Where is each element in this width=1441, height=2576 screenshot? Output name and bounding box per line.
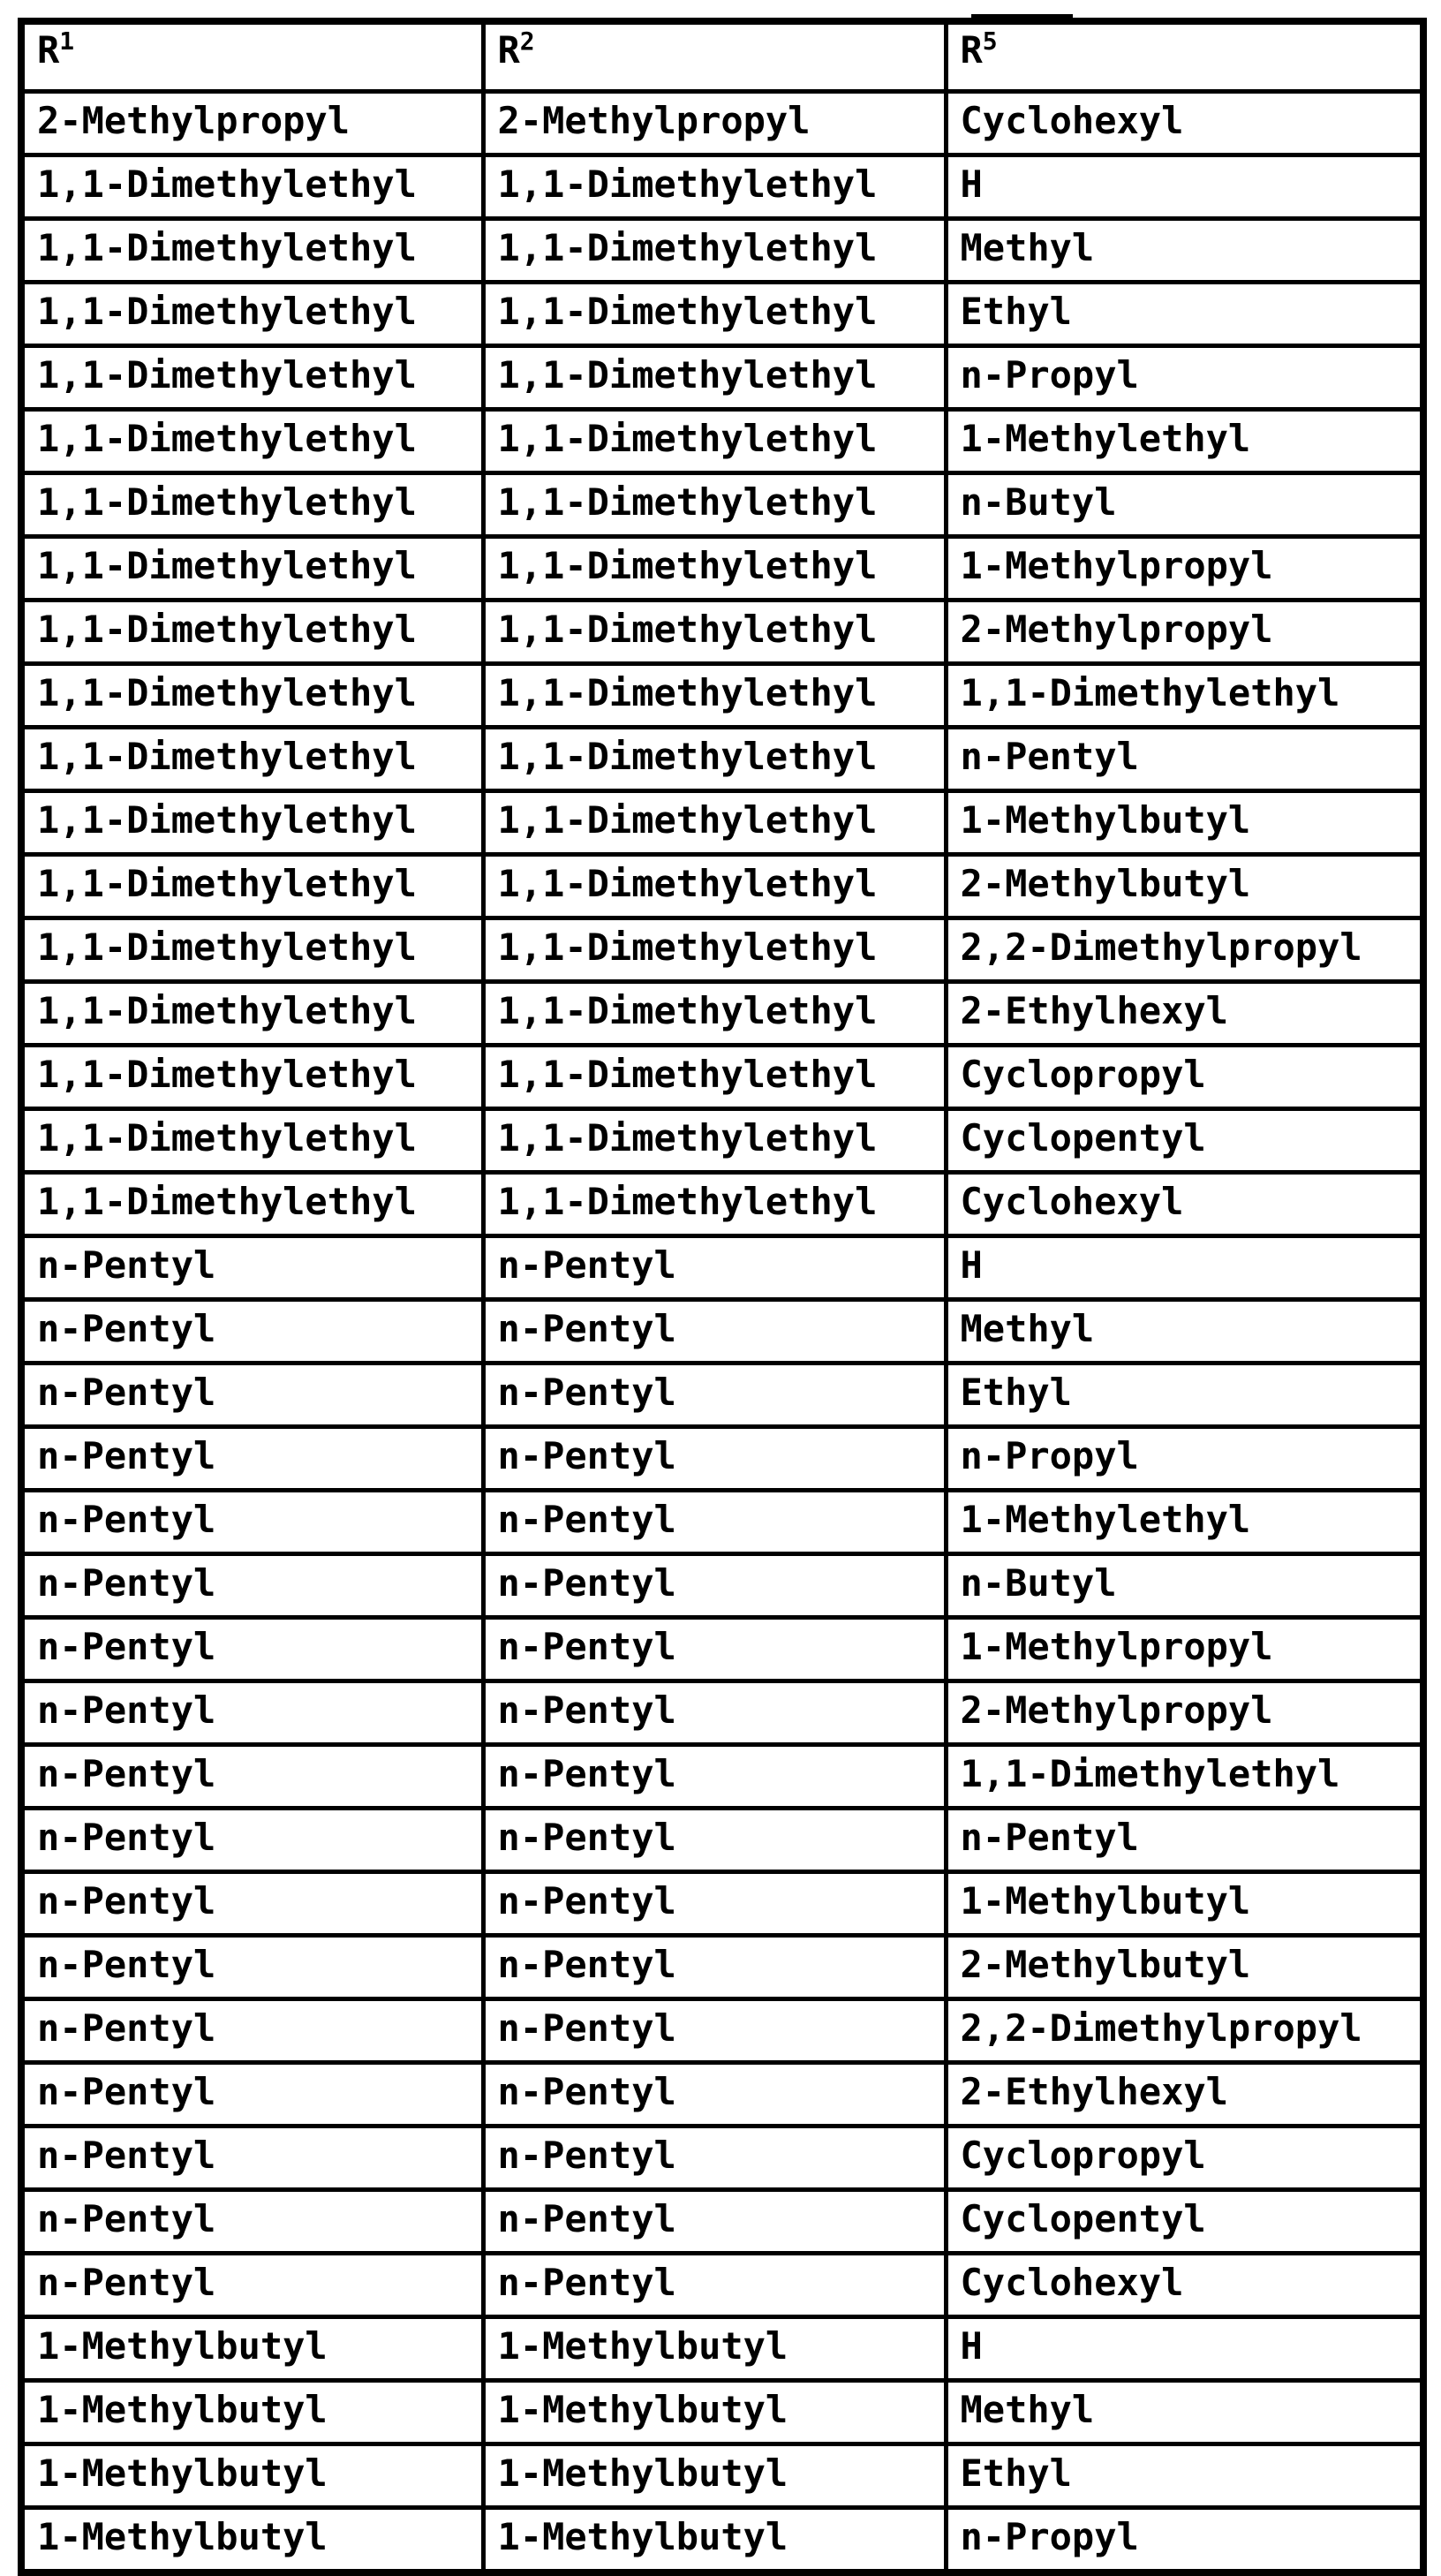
table-cell: 1-Methylbutyl — [483, 2444, 946, 2508]
table-cell: n-Pentyl — [21, 1681, 483, 1745]
table-row — [21, 601, 1423, 664]
table-cell: n-Pentyl — [21, 2190, 483, 2254]
table-row — [21, 2254, 1423, 2317]
table-cell: 1-Methylethyl — [946, 1491, 1423, 1554]
table-cell: n-Pentyl — [21, 2254, 483, 2317]
table-row — [21, 2317, 1423, 2381]
table-cell: Methyl — [946, 1300, 1423, 1364]
table-cell: Ethyl — [946, 283, 1423, 346]
table-cell: n-Pentyl — [21, 1491, 483, 1554]
table-cell: n-Pentyl — [483, 1681, 946, 1745]
table-cell: 1,1-Dimethylethyl — [21, 1173, 483, 1236]
table-cell: Cyclohexyl — [946, 2254, 1423, 2317]
table-row — [21, 1491, 1423, 1554]
table-cell: 1,1-Dimethylethyl — [946, 664, 1423, 728]
table-cell: 2-Ethylhexyl — [946, 982, 1423, 1046]
table-cell: 1,1-Dimethylethyl — [483, 982, 946, 1046]
table-cell: n-Pentyl — [21, 1236, 483, 1300]
header-r1-base: R — [37, 28, 60, 72]
table-cell: 1,1-Dimethylethyl — [483, 346, 946, 410]
table-cell: 1,1-Dimethylethyl — [483, 918, 946, 982]
table-cell: n-Pentyl — [483, 1364, 946, 1427]
table-cell: n-Pentyl — [21, 1936, 483, 1999]
table-cell: n-Pentyl — [483, 1809, 946, 1872]
table-cell: n-Pentyl — [483, 2190, 946, 2254]
table-row — [21, 2381, 1423, 2444]
table-cell: n-Pentyl — [483, 1936, 946, 1999]
table-row — [21, 1809, 1423, 1872]
table-cell: 1,1-Dimethylethyl — [21, 982, 483, 1046]
table-row — [21, 1872, 1423, 1936]
table-row — [21, 283, 1423, 346]
table-cell: 1,1-Dimethylethyl — [483, 1109, 946, 1173]
table-row — [21, 1554, 1423, 1618]
table-cell: 2-Methylpropyl — [483, 92, 946, 155]
table-row — [21, 346, 1423, 410]
table-cell: Ethyl — [946, 2444, 1423, 2508]
table-cell: 1,1-Dimethylethyl — [21, 219, 483, 283]
table-row — [21, 1046, 1423, 1109]
table-cell: 1,1-Dimethylethyl — [483, 601, 946, 664]
table-row — [21, 1999, 1423, 2063]
table-row — [21, 155, 1423, 219]
table-cell: Cyclopentyl — [946, 2190, 1423, 2254]
table-cell: n-Pentyl — [21, 1618, 483, 1681]
table-row — [21, 1681, 1423, 1745]
table-row — [21, 1936, 1423, 1999]
table-cell: 1,1-Dimethylethyl — [483, 473, 946, 537]
table-cell: n-Pentyl — [483, 1236, 946, 1300]
table-row — [21, 2127, 1423, 2190]
table-cell: 1,1-Dimethylethyl — [483, 855, 946, 918]
table-cell: 1-Methylbutyl — [483, 2317, 946, 2381]
table-row — [21, 1300, 1423, 1364]
table-cell: n-Butyl — [946, 473, 1423, 537]
table-row — [21, 855, 1423, 918]
table-cell: 1,1-Dimethylethyl — [483, 664, 946, 728]
table-cell: 1,1-Dimethylethyl — [483, 155, 946, 219]
header-r1-superscript: 1 — [59, 26, 75, 56]
table-cell: 1-Methylbutyl — [946, 791, 1423, 855]
table-body — [21, 92, 1423, 2573]
table-row — [21, 1109, 1423, 1173]
table-row — [21, 1236, 1423, 1300]
table-cell: 1-Methylpropyl — [946, 1618, 1423, 1681]
table-cell: 2-Methylpropyl — [946, 1681, 1423, 1745]
table-cell: H — [946, 155, 1423, 219]
table-cell: 1-Methylbutyl — [21, 2444, 483, 2508]
table-row — [21, 1173, 1423, 1236]
table-cell: 1,1-Dimethylethyl — [21, 1046, 483, 1109]
table-row — [21, 219, 1423, 283]
table-cell: Cyclohexyl — [946, 92, 1423, 155]
table-row — [21, 1427, 1423, 1491]
table-cell: H — [946, 1236, 1423, 1300]
table-cell: n-Pentyl — [21, 2063, 483, 2127]
table-cell: n-Pentyl — [483, 1491, 946, 1554]
table-cell: n-Butyl — [946, 1554, 1423, 1618]
table-cell: 1,1-Dimethylethyl — [21, 1109, 483, 1173]
table-cell: 1-Methylbutyl — [21, 2508, 483, 2573]
header-cell-r2 — [483, 21, 946, 92]
table-row — [21, 2508, 1423, 2573]
table-cell: n-Pentyl — [946, 728, 1423, 791]
table-row — [21, 664, 1423, 728]
table-cell: 1,1-Dimethylethyl — [21, 728, 483, 791]
table-cell: 1,1-Dimethylethyl — [483, 1173, 946, 1236]
table-cell: 2-Methylpropyl — [21, 92, 483, 155]
table-cell: n-Pentyl — [483, 1999, 946, 2063]
table-row — [21, 473, 1423, 537]
table-cell: 1,1-Dimethylethyl — [21, 283, 483, 346]
table-cell: 1,1-Dimethylethyl — [21, 664, 483, 728]
table-cell: n-Pentyl — [483, 1618, 946, 1681]
table-cell: n-Pentyl — [483, 2254, 946, 2317]
table-row — [21, 2190, 1423, 2254]
table-row — [21, 92, 1423, 155]
table-cell: 2-Methylbutyl — [946, 855, 1423, 918]
header-row — [21, 21, 1423, 92]
table-cell: n-Pentyl — [483, 2063, 946, 2127]
table-cell: Cyclopropyl — [946, 1046, 1423, 1109]
table-cell: 2-Methylbutyl — [946, 1936, 1423, 1999]
table-row — [21, 982, 1423, 1046]
table-cell: 1,1-Dimethylethyl — [483, 410, 946, 473]
table-cell: 1,1-Dimethylethyl — [946, 1745, 1423, 1809]
header-r5-superscript: 5 — [982, 26, 998, 56]
table-row — [21, 1745, 1423, 1809]
table-cell: 2,2-Dimethylpropyl — [946, 1999, 1423, 2063]
header-r5-base: R — [960, 28, 983, 72]
table-cell: Cyclohexyl — [946, 1173, 1423, 1236]
table-cell: 1,1-Dimethylethyl — [21, 410, 483, 473]
table-cell: 1,1-Dimethylethyl — [21, 473, 483, 537]
table-cell: n-Pentyl — [21, 2127, 483, 2190]
table-row — [21, 537, 1423, 601]
table-cell: 1,1-Dimethylethyl — [21, 537, 483, 601]
table-row — [21, 1618, 1423, 1681]
table-cell: 1-Methylbutyl — [21, 2317, 483, 2381]
table-cell: 1,1-Dimethylethyl — [483, 283, 946, 346]
table-cell: 1,1-Dimethylethyl — [483, 728, 946, 791]
table-cell: Methyl — [946, 2381, 1423, 2444]
table-cell: n-Pentyl — [21, 1554, 483, 1618]
header-r2-superscript: 2 — [519, 26, 535, 56]
table-cell: 1,1-Dimethylethyl — [483, 537, 946, 601]
table-cell: n-Pentyl — [483, 1427, 946, 1491]
table-cell: n-Propyl — [946, 346, 1423, 410]
header-cell-r5 — [946, 21, 1423, 92]
table-cell: 1,1-Dimethylethyl — [483, 1046, 946, 1109]
table-cell: n-Pentyl — [483, 1745, 946, 1809]
table-cell: 1,1-Dimethylethyl — [483, 219, 946, 283]
table-cell: n-Pentyl — [483, 1554, 946, 1618]
table-cell: 1,1-Dimethylethyl — [21, 155, 483, 219]
table-cell: n-Pentyl — [21, 1999, 483, 2063]
table-cell: n-Pentyl — [21, 1427, 483, 1491]
table-cell: n-Pentyl — [483, 1300, 946, 1364]
table-row — [21, 410, 1423, 473]
table-row — [21, 791, 1423, 855]
table-cell: n-Propyl — [946, 1427, 1423, 1491]
table-cell: 2,2-Dimethylpropyl — [946, 918, 1423, 982]
table-cell: 1,1-Dimethylethyl — [483, 791, 946, 855]
table-row — [21, 918, 1423, 982]
table-row — [21, 728, 1423, 791]
table-row — [21, 2063, 1423, 2127]
table-cell: 2-Methylpropyl — [946, 601, 1423, 664]
table-cell: Cyclopropyl — [946, 2127, 1423, 2190]
table-cell: H — [946, 2317, 1423, 2381]
table-cell: n-Pentyl — [483, 1872, 946, 1936]
table-cell: 1-Methylbutyl — [946, 1872, 1423, 1936]
table-cell: Ethyl — [946, 1364, 1423, 1427]
header-cell-r1 — [21, 21, 483, 92]
table-cell: n-Pentyl — [483, 2127, 946, 2190]
table-cell: n-Pentyl — [21, 1364, 483, 1427]
table-row — [21, 1364, 1423, 1427]
table-cell: 1-Methylbutyl — [21, 2381, 483, 2444]
table-cell: n-Pentyl — [21, 1872, 483, 1936]
table-cell: 1-Methylbutyl — [483, 2381, 946, 2444]
table-cell: 1,1-Dimethylethyl — [21, 601, 483, 664]
table-cell: 1-Methylpropyl — [946, 537, 1423, 601]
table-cell: n-Pentyl — [21, 1809, 483, 1872]
table-cell: n-Pentyl — [21, 1300, 483, 1364]
table-cell: 1,1-Dimethylethyl — [21, 855, 483, 918]
table-cell: Methyl — [946, 219, 1423, 283]
table-cell: 1-Methylethyl — [946, 410, 1423, 473]
table-cell: 1,1-Dimethylethyl — [21, 918, 483, 982]
table-header — [21, 21, 1423, 92]
table-cell: 2-Ethylhexyl — [946, 2063, 1423, 2127]
substituent-table — [18, 18, 1427, 2576]
table-cell: Cyclopentyl — [946, 1109, 1423, 1173]
table-cell: n-Pentyl — [21, 1745, 483, 1809]
table-cell: 1-Methylbutyl — [483, 2508, 946, 2573]
header-r2-base: R — [497, 28, 520, 72]
table-cell: 1,1-Dimethylethyl — [21, 346, 483, 410]
table-row — [21, 2444, 1423, 2508]
table-cell: n-Propyl — [946, 2508, 1423, 2573]
table-cell: n-Pentyl — [946, 1809, 1423, 1872]
table-cell: 1,1-Dimethylethyl — [21, 791, 483, 855]
